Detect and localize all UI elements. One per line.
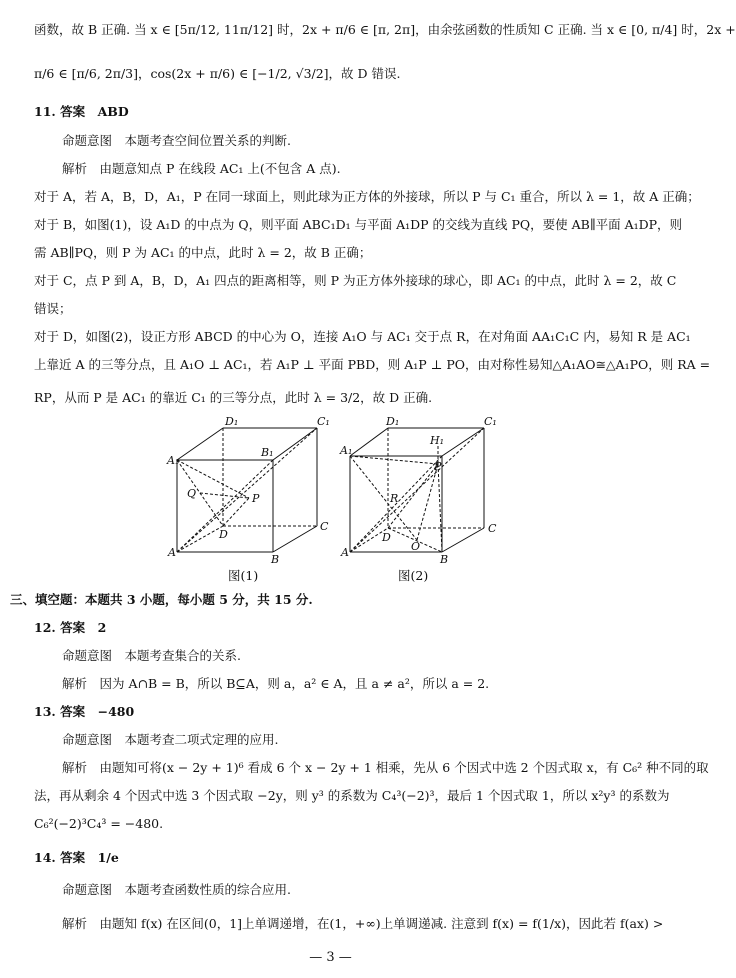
intent-11: 命题意图 本题考查空间位置关系的判断. xyxy=(62,133,291,148)
intent-13: 命题意图 本题考查二项式定理的应用. xyxy=(62,732,279,747)
text-line: 需 AB∥PQ，则 P 为 AC₁ 的中点，此时 λ = 2，故 B 正确； xyxy=(34,245,372,260)
text-line: 对于 D，如图(2)，设正方形 ABCD 的中心为 O，连接 A₁O 与 AC₁ 交于点 R，在对角面 AA₁C₁C 内，易知 R 是 AC₁ xyxy=(34,329,691,344)
page-number: — 3 — xyxy=(309,950,352,965)
text-line: 对于 C，点 P 到 A，B，D，A₁ 四点的距离相等，则 P 为正方体外接球的球心，即 AC₁ 的中点，此时 λ = 2，故 C xyxy=(34,273,677,288)
vertex-label: D xyxy=(382,531,391,544)
cube-figure-2 xyxy=(338,416,508,566)
vertex-label: Q xyxy=(187,487,197,500)
vertex-label: C₁ xyxy=(317,415,330,428)
vertex-label: B xyxy=(440,553,449,566)
vertex-label: A xyxy=(168,546,176,559)
text-line: 对于 B，如图(1)，设 A₁D 的中点为 Q，则平面 ABC₁D₁ 与平面 A₁DP 的交线为直线 PQ，要使 AB∥平面 A₁DP，则 xyxy=(34,217,683,232)
cube-figure-1 xyxy=(165,416,335,566)
vertex-label: A₁ xyxy=(340,444,353,457)
vertex-label: A₁ xyxy=(167,454,180,467)
analysis-11: 解析 由题意知点 P 在线段 AC₁ 上(不包含 A 点). xyxy=(62,161,341,176)
vertex-label: A xyxy=(341,546,349,559)
vertex-label: B xyxy=(271,553,280,566)
answer-heading-13: 13. 答案 −480 xyxy=(34,704,135,719)
text-line: 错误； xyxy=(34,301,72,316)
vertex-label: C xyxy=(320,520,329,533)
text-line: 对于 A，若 A，B，D，A₁，P 在同一球面上，则此球为正方体的外接球，所以 P 与 C₁ 重合，所以 λ = 1，故 A 正确； xyxy=(34,189,700,204)
section-heading: 三、填空题：本题共 3 小题，每小题 5 分，共 15 分. xyxy=(10,592,313,607)
text-line: RP，从而 P 是 AC₁ 的靠近 C₁ 的三等分点，此时 λ = 3/2，故 D 正确. xyxy=(34,390,433,405)
vertex-label: R xyxy=(390,492,399,505)
vertex-label: P xyxy=(252,492,260,505)
vertex-label: D xyxy=(219,528,228,541)
vertex-label: P xyxy=(434,460,442,473)
vertex-label: D₁ xyxy=(386,415,400,428)
text-line: C₆²(−2)³C₄³ = −480. xyxy=(34,816,164,831)
intent-12: 命题意图 本题考查集合的关系. xyxy=(62,648,241,663)
vertex-label: B₁ xyxy=(261,446,274,459)
text-line: 法，再从剩余 4 个因式中选 3 个因式取 −2y，则 y³ 的系数为 C₄³(−2)³，最后 1 个因式取 1，所以 x²y³ 的系数为 xyxy=(34,788,670,803)
figure-2-caption: 图(2) xyxy=(398,568,429,583)
vertex-label: H₁ xyxy=(430,434,445,447)
analysis-12: 解析 因为 A∩B = B，所以 B⊆A，则 a，a² ∈ A，且 a ≠ a²，所以 a = 2. xyxy=(62,676,490,691)
answer-heading-14: 14. 答案 1/e xyxy=(34,850,119,865)
text-line: π/6 ∈ [π/6, 2π/3]，cos(2x + π/6) ∈ [−1/2, √3/2]，故 D 错误. xyxy=(34,66,401,81)
analysis-13: 解析 由题知可将(x − 2y + 1)⁶ 看成 6 个 x − 2y + 1 相乘，先从 6 个因式中选 2 个因式取 x，有 C₆² 种不同的取 xyxy=(62,760,709,775)
vertex-label: O xyxy=(411,540,421,553)
intent-14: 命题意图 本题考查函数性质的综合应用. xyxy=(62,882,291,897)
text-line: 函数，故 B 正确. 当 x ∈ [5π/12, 11π/12] 时，2x + π/6 ∈ [π, 2π]，由余弦函数的性质知 C 正确. 当 x ∈ [0, π/4] 时，2x + xyxy=(34,22,736,37)
answer-heading-12: 12. 答案 2 xyxy=(34,620,107,635)
text-line: 上靠近 A 的三等分点，且 A₁O ⊥ AC₁，若 A₁P ⊥ 平面 PBD，则 A₁P ⊥ PO，由对称性易知△A₁AO≅△A₁PO，则 RA = xyxy=(34,357,711,372)
vertex-label: C xyxy=(488,522,497,535)
figure-1-caption: 图(1) xyxy=(228,568,259,583)
vertex-label: C₁ xyxy=(484,415,497,428)
answer-heading-11: 11. 答案 ABD xyxy=(34,104,129,119)
analysis-14: 解析 由题知 f(x) 在区间(0，1]上单调递增，在(1，+∞)上单调递减. 注意到 f(x) = f(1/x)，因此若 f(ax) > xyxy=(62,916,664,931)
vertex-label: D₁ xyxy=(225,415,239,428)
